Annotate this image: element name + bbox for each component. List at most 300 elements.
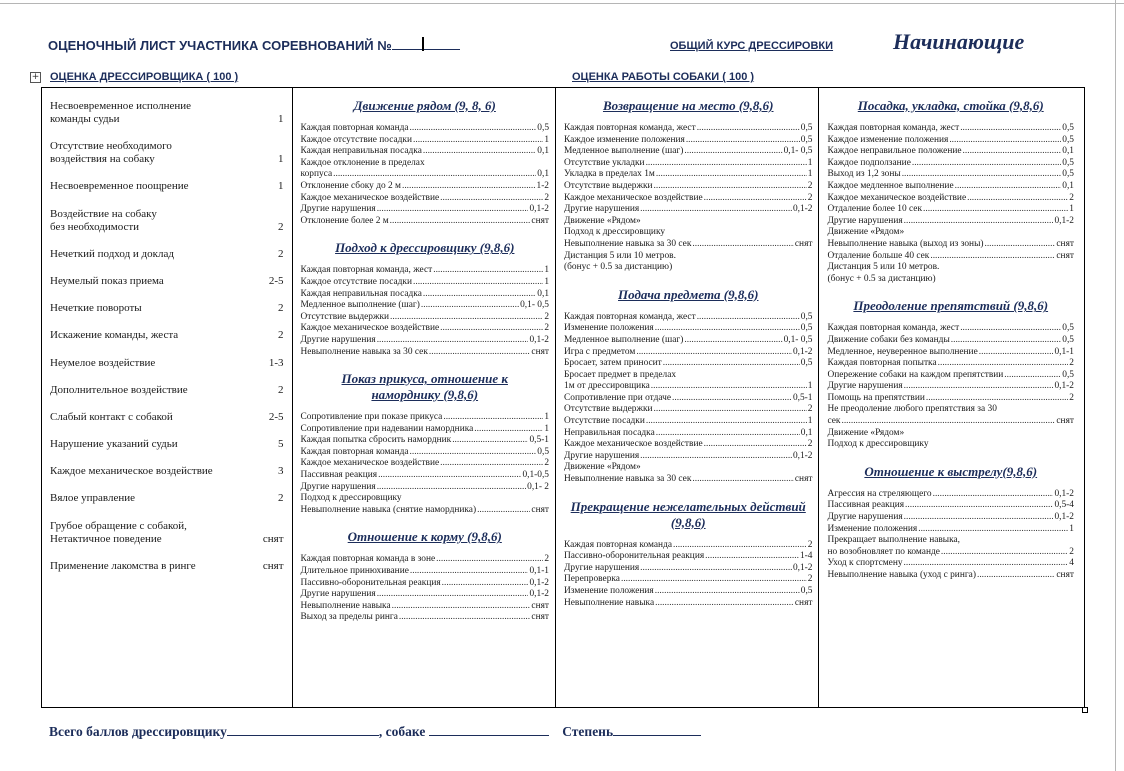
penalty-text: Каждая повторная команда в зоне bbox=[300, 554, 436, 565]
penalty-text: Каждое подползание bbox=[827, 157, 911, 168]
dot-leader bbox=[377, 204, 529, 216]
penalty-text: Помощь на препятствии bbox=[827, 392, 925, 403]
handler-penalty-row bbox=[50, 520, 284, 546]
penalty-line bbox=[564, 439, 812, 451]
exercise-title: Посадка, укладка, стойка (9,8,6) bbox=[857, 98, 1044, 113]
penalty-text: (бонус + 0.5 за дистанцию) bbox=[564, 262, 673, 273]
exercise-section bbox=[564, 98, 812, 274]
exercise-title: Подача предмета (9,8,6) bbox=[618, 286, 759, 302]
penalty-value: 2 bbox=[1069, 392, 1074, 403]
dog-label: , собаке bbox=[378, 724, 426, 739]
dot-leader bbox=[904, 512, 1054, 524]
penalty-line bbox=[827, 216, 1074, 228]
handler-penalty-text: Нечеткий подход и доклад bbox=[50, 247, 174, 260]
dot-leader bbox=[655, 323, 800, 335]
penalty-value: снят bbox=[1056, 238, 1074, 249]
penalty-value: 2 bbox=[544, 458, 549, 469]
penalty-line bbox=[564, 335, 812, 347]
dot-leader bbox=[704, 193, 807, 205]
dot-leader bbox=[646, 416, 807, 428]
handler-penalty-value: 2 bbox=[278, 329, 284, 342]
dot-leader bbox=[963, 146, 1062, 158]
penalty-value: 1 bbox=[544, 276, 549, 287]
penalty-line bbox=[564, 358, 812, 370]
penalty-value: 1 bbox=[544, 423, 549, 434]
handler-penalty-value: 1 bbox=[278, 113, 284, 125]
penalty-text: Каждая неправильная посадка bbox=[300, 288, 422, 299]
penalty-text: Отсутствие посадки bbox=[564, 416, 645, 427]
dot-leader bbox=[654, 181, 807, 193]
dot-leader bbox=[951, 335, 1062, 347]
penalty-line bbox=[301, 470, 549, 482]
handler-penalty-text: Несвоевременное поощрение bbox=[50, 180, 189, 193]
penalty-line bbox=[564, 370, 812, 382]
penalty-text: Бросает предмет в пределах bbox=[564, 369, 677, 380]
dot-leader bbox=[333, 169, 536, 181]
penalty-value: 0,1 bbox=[1062, 180, 1074, 191]
handler-penalty-value: 2 bbox=[278, 247, 284, 260]
penalty-text: Каждое отклонение в пределах bbox=[300, 157, 425, 168]
handler-penalty-text: Нарушение указаний судьи bbox=[50, 438, 178, 451]
penalty-line bbox=[301, 312, 549, 324]
penalty-line bbox=[827, 227, 1074, 239]
penalty-line bbox=[564, 451, 812, 463]
penalty-value: снят bbox=[1056, 570, 1074, 580]
dot-leader bbox=[413, 277, 543, 289]
penalty-value: 0,5-1 bbox=[529, 435, 549, 446]
handler-penalty-value: снят bbox=[262, 559, 284, 572]
penalty-value: снят bbox=[1056, 250, 1074, 261]
penalty-text: Каждое медленное выполнение bbox=[827, 180, 954, 191]
handler-penalty-text: Несвоевременное исполнение команды судьи bbox=[50, 100, 192, 125]
penalty-text: Другие нарушения bbox=[300, 204, 376, 215]
dot-leader bbox=[640, 204, 792, 216]
dot-leader bbox=[960, 323, 1061, 335]
penalty-value: 0,1-2 bbox=[1054, 215, 1074, 226]
penalty-value: снят bbox=[794, 597, 813, 608]
handler-penalty-text: Слабый контакт с собакой bbox=[50, 410, 173, 423]
penalty-text: Перепроверка bbox=[564, 574, 620, 585]
penalty-line bbox=[827, 323, 1074, 335]
penalty-line bbox=[301, 482, 549, 494]
dot-leader bbox=[655, 598, 794, 610]
dot-leader bbox=[692, 239, 794, 251]
exercise-section bbox=[564, 287, 812, 486]
penalty-line bbox=[564, 551, 812, 563]
number-blank[interactable] bbox=[392, 39, 460, 50]
penalty-line bbox=[301, 158, 549, 170]
dot-leader bbox=[933, 489, 1054, 501]
penalty-text: Каждая повторная команда, жест bbox=[564, 123, 696, 133]
penalty-text: Каждое механическое воздействие bbox=[300, 192, 440, 203]
penalty-text: Каждая попытка сбросить намордник bbox=[300, 435, 452, 446]
penalty-line bbox=[827, 146, 1074, 158]
penalty-value: 1 bbox=[807, 381, 813, 392]
handler-penalty-text: Неумелый показ приема bbox=[50, 274, 164, 287]
penalty-line bbox=[827, 335, 1074, 347]
dot-leader bbox=[697, 123, 800, 135]
penalty-text: Каждое неправильное положение bbox=[827, 146, 962, 157]
penalty-value: 2 bbox=[1069, 546, 1074, 557]
penalty-line bbox=[827, 181, 1074, 193]
penalty-line bbox=[301, 323, 549, 335]
penalty-value: 2 bbox=[807, 574, 813, 585]
exercise-title: Преодоление препятствий (9,8,6) bbox=[853, 298, 1049, 314]
penalty-value: 2 bbox=[807, 404, 813, 415]
penalty-line bbox=[827, 570, 1074, 582]
dot-leader bbox=[421, 300, 519, 312]
penalty-line bbox=[564, 393, 812, 405]
penalty-text: Невыполнение навыка (выход из зоны) bbox=[827, 238, 984, 249]
penalty-text: (бонус + 0.5 за дистанцию) bbox=[827, 273, 936, 284]
dot-leader bbox=[440, 193, 543, 205]
penalty-value: 0,1 bbox=[1062, 146, 1074, 157]
penalty-value: 2 bbox=[807, 439, 813, 450]
penalty-value: 0,1 bbox=[537, 169, 549, 180]
penalty-text: Прекращает выполнение навыка, bbox=[827, 535, 961, 546]
penalty-value: 4 bbox=[1069, 558, 1074, 569]
penalty-line bbox=[827, 428, 1074, 440]
exercise-section bbox=[301, 240, 549, 358]
dot-leader bbox=[918, 524, 1068, 536]
dot-leader bbox=[904, 216, 1054, 228]
penalty-line bbox=[564, 474, 812, 486]
dot-leader bbox=[651, 381, 807, 393]
penalty-line bbox=[301, 458, 549, 470]
penalty-text: Невыполнение навыка за 30 сек bbox=[564, 474, 692, 485]
penalty-line bbox=[301, 424, 549, 436]
handler-penalty-text: Воздействие на собаку без необходимости bbox=[50, 207, 157, 233]
penalty-line bbox=[564, 146, 812, 158]
penalty-text: Изменение положения bbox=[564, 323, 654, 334]
dot-leader bbox=[442, 578, 529, 590]
penalty-line bbox=[301, 447, 549, 459]
penalty-line bbox=[827, 416, 1074, 428]
penalty-text: Каждая повторная команда bbox=[564, 539, 672, 550]
penalty-line bbox=[301, 601, 549, 613]
handler-penalty-text: Отсутствие необходимого воздействия на собаку bbox=[50, 140, 172, 166]
exercise-section bbox=[564, 499, 812, 610]
penalty-value: 2 bbox=[807, 180, 813, 191]
penalty-line bbox=[564, 312, 812, 324]
totals-line bbox=[49, 724, 701, 740]
penalty-value: 0,5 bbox=[1062, 134, 1074, 145]
course-name: ОБЩИЙ КУРС ДРЕССИРОВКИ bbox=[670, 40, 834, 52]
penalty-line bbox=[301, 216, 549, 228]
dot-leader bbox=[443, 412, 543, 424]
penalty-value: 0,5 bbox=[800, 586, 813, 596]
penalty-text: Уход к спортсмену bbox=[827, 558, 903, 569]
penalty-line bbox=[564, 347, 812, 359]
penalty-text: Другие нарушения bbox=[300, 334, 376, 345]
dot-leader bbox=[841, 416, 1055, 428]
penalty-text: Отсутствие выдержки bbox=[564, 404, 653, 415]
handler-penalty-row bbox=[50, 357, 284, 370]
penalty-line bbox=[827, 204, 1074, 216]
dot-leader bbox=[672, 393, 792, 405]
penalty-text: Укладка в пределах 1м bbox=[564, 169, 655, 180]
penalty-line bbox=[301, 505, 549, 517]
penalty-line bbox=[564, 227, 812, 239]
handler-penalty-row bbox=[50, 100, 284, 126]
exercise-title: Отношение к выстрелу(9,8,6) bbox=[864, 463, 1038, 479]
penalty-line bbox=[827, 535, 1074, 547]
dot-leader bbox=[452, 435, 528, 447]
penalty-line bbox=[564, 251, 812, 263]
penalty-line bbox=[827, 524, 1074, 536]
penalty-text: Сопротивление при показе прикуса bbox=[300, 412, 443, 423]
penalty-text: Пассивно-оборонительная реакция bbox=[564, 551, 705, 562]
penalty-text: Каждое отсутствие посадки bbox=[300, 134, 412, 145]
penalty-line bbox=[301, 578, 549, 590]
penalty-value: 2 bbox=[544, 311, 549, 322]
handler-penalty-row bbox=[50, 465, 284, 478]
exercise-title: Подход к дрессировщику (9,8,6) bbox=[335, 240, 515, 256]
dot-leader bbox=[905, 500, 1053, 512]
penalty-line bbox=[827, 251, 1074, 263]
dot-leader bbox=[423, 289, 536, 301]
penalty-line bbox=[827, 404, 1074, 416]
penalty-text: Сопротивление при отдаче bbox=[564, 392, 672, 403]
handler-penalty-value: 3 bbox=[278, 465, 284, 478]
penalty-line bbox=[564, 193, 812, 205]
handler-penalty-row bbox=[50, 180, 284, 193]
penalty-line bbox=[827, 381, 1074, 393]
penalty-line bbox=[827, 558, 1074, 570]
penalty-line bbox=[301, 412, 549, 424]
table-move-handle-icon[interactable]: + bbox=[31, 72, 40, 82]
penalty-line bbox=[301, 612, 549, 624]
dot-leader bbox=[923, 204, 1068, 216]
exercise-title: Движение рядом (9, 8, 6) bbox=[353, 98, 496, 113]
penalty-text: Движение «Рядом» bbox=[564, 462, 641, 473]
dot-leader bbox=[410, 566, 529, 578]
dot-leader bbox=[977, 570, 1055, 582]
penalty-value: 2 bbox=[544, 192, 549, 203]
penalty-value: 0,1 bbox=[800, 427, 813, 438]
dot-leader bbox=[402, 181, 536, 193]
penalty-text: Другие нарушения bbox=[827, 512, 903, 523]
penalty-line bbox=[827, 193, 1074, 205]
penalty-text: Изменение положения bbox=[827, 523, 918, 534]
penalty-value: 0,1-2 bbox=[792, 450, 813, 461]
penalty-value: 1 bbox=[544, 134, 549, 145]
handler-penalty-row bbox=[50, 248, 284, 261]
penalty-value: 1 bbox=[544, 412, 549, 423]
penalty-text: Дистанция 5 или 10 метров. bbox=[564, 250, 676, 261]
dot-leader bbox=[410, 447, 537, 459]
penalty-value: снят bbox=[794, 474, 813, 485]
penalty-line bbox=[564, 416, 812, 428]
penalty-value: 0,5 bbox=[800, 134, 813, 145]
dot-leader bbox=[377, 335, 529, 347]
penalty-value: снят bbox=[531, 600, 549, 611]
penalty-value: 0,1-2 bbox=[792, 346, 813, 357]
penalty-text: Невыполнение навыка за 30 сек bbox=[564, 238, 692, 249]
exercise-section bbox=[301, 371, 549, 516]
dot-leader bbox=[656, 428, 800, 440]
penalty-line bbox=[564, 158, 812, 170]
penalty-text: корпуса bbox=[300, 169, 333, 180]
penalty-line bbox=[827, 274, 1074, 286]
penalty-line bbox=[564, 586, 812, 598]
penalty-text: Выход из 1,2 зоны bbox=[827, 169, 901, 180]
penalty-line bbox=[564, 462, 812, 474]
handler-penalty-text: Вялое управление bbox=[50, 492, 135, 505]
dot-leader bbox=[984, 239, 1055, 251]
penalty-line bbox=[301, 181, 549, 193]
exercise-section bbox=[301, 529, 549, 624]
penalty-text: Подход к дрессировщику bbox=[300, 493, 402, 504]
dot-leader bbox=[440, 323, 543, 335]
dot-leader bbox=[477, 505, 530, 517]
penalty-value: 2 bbox=[1069, 192, 1074, 203]
dot-leader bbox=[941, 547, 1068, 559]
penalty-line bbox=[827, 439, 1074, 451]
penalty-line bbox=[827, 123, 1074, 135]
penalty-line bbox=[564, 135, 812, 147]
penalty-line bbox=[827, 158, 1074, 170]
penalty-text: Невыполнение навыка за 30 сек bbox=[300, 346, 428, 357]
penalty-text: Игра с предметом bbox=[564, 346, 636, 357]
penalty-value: 0,1-2 bbox=[529, 334, 549, 345]
penalty-text: Отклонение более 2 м bbox=[300, 215, 389, 226]
penalty-text: но возобновляет по команде bbox=[827, 546, 940, 557]
dot-leader bbox=[926, 393, 1068, 405]
dot-leader bbox=[433, 265, 543, 277]
penalty-value: 0,5-1 bbox=[792, 392, 813, 403]
penalty-line bbox=[301, 193, 549, 205]
dot-leader bbox=[655, 586, 800, 598]
penalty-value: 0,1 bbox=[537, 288, 549, 299]
penalty-text: Другие нарушения bbox=[564, 204, 640, 215]
penalty-value: 0,1-2 bbox=[1054, 512, 1074, 523]
sheet-title: ОЦЕНОЧНЫЙ ЛИСТ УЧАСТНИКА СОРЕВНОВАНИЙ № bbox=[48, 38, 460, 53]
handler-penalty-value: 1-3 bbox=[268, 356, 284, 369]
penalty-text: сек bbox=[827, 416, 841, 427]
penalty-line bbox=[827, 239, 1074, 251]
penalty-text: Движение «Рядом» bbox=[827, 227, 905, 238]
penalty-value: снят bbox=[531, 504, 549, 515]
dot-leader bbox=[640, 563, 792, 575]
penalty-value: 0,5 bbox=[1062, 334, 1074, 345]
penalty-text: Медленное выполнение (шаг) bbox=[564, 146, 684, 157]
penalty-value: 0,1-2 bbox=[1054, 488, 1074, 499]
penalty-line bbox=[564, 404, 812, 416]
handler-total-blank[interactable] bbox=[227, 724, 379, 736]
dog-total-blank[interactable] bbox=[429, 724, 549, 736]
penalty-value: 0,5 bbox=[1062, 369, 1074, 380]
penalty-value: 0,5 bbox=[537, 123, 549, 133]
dot-leader bbox=[423, 146, 536, 158]
dot-leader bbox=[684, 335, 782, 347]
handler-penalty-value: 2 bbox=[278, 383, 284, 396]
penalty-value: 1-2 bbox=[536, 180, 549, 191]
handler-penalty-value: 2 bbox=[278, 492, 284, 505]
penalty-line bbox=[301, 123, 549, 135]
penalty-text: Другие нарушения bbox=[564, 450, 640, 461]
dot-leader bbox=[705, 551, 799, 563]
penalty-text: Пассивная реакция bbox=[300, 470, 378, 481]
dot-leader bbox=[410, 123, 537, 135]
dot-leader bbox=[429, 347, 531, 359]
penalty-text: Каждое механическое воздействие bbox=[300, 458, 440, 469]
penalty-value: 0,5 bbox=[800, 323, 813, 334]
penalty-text: Неправильная посадка bbox=[564, 427, 655, 438]
penalty-value: 0,5 bbox=[800, 358, 813, 369]
dot-leader bbox=[686, 135, 800, 147]
penalty-text: Каждая повторная команда, жест bbox=[827, 323, 960, 334]
penalty-line bbox=[301, 135, 549, 147]
penalty-text: Пассивная реакция bbox=[827, 500, 905, 511]
penalty-value: 0,5 bbox=[800, 311, 813, 322]
handler-section-header: ОЦЕНКА ДРЕССИРОВЩИКА ( 100 ) bbox=[50, 71, 239, 83]
penalty-value: 0,1-2 bbox=[529, 204, 549, 215]
penalty-text: Невыполнение навыка bbox=[300, 600, 391, 611]
penalty-line bbox=[564, 181, 812, 193]
penalty-text: Изменение положения bbox=[564, 586, 654, 596]
dot-leader bbox=[930, 251, 1055, 263]
penalty-text: Каждое изменение положения bbox=[564, 134, 685, 145]
dot-leader bbox=[436, 554, 543, 566]
penalty-text: Каждое механическое воздействие bbox=[564, 439, 703, 450]
penalty-line bbox=[301, 300, 549, 312]
penalty-value: 1 bbox=[807, 169, 813, 180]
handler-penalty-value: снят bbox=[262, 532, 284, 545]
penalty-text: Каждое изменение положения bbox=[827, 134, 949, 145]
exercise-section bbox=[827, 298, 1074, 451]
penalty-text: Невыполнение навыка (уход с ринга) bbox=[827, 570, 976, 580]
penalty-text: Отдаление более 10 сек bbox=[827, 204, 923, 215]
dot-leader bbox=[654, 404, 807, 416]
penalty-value: снят bbox=[531, 346, 549, 357]
penalty-value: 0,1-2 bbox=[1054, 381, 1074, 392]
penalty-value: 2 bbox=[544, 323, 549, 334]
penalty-text: Каждое отсутствие посадки bbox=[300, 276, 412, 287]
penalty-line bbox=[827, 489, 1074, 501]
penalty-line bbox=[301, 289, 549, 301]
penalty-value: 0,5 bbox=[1062, 169, 1074, 180]
page-top-edge bbox=[0, 3, 1124, 4]
handler-penalty-text: Применение лакомства в ринге bbox=[50, 559, 196, 572]
scoring-table bbox=[41, 87, 1085, 708]
handler-penalty-text: Каждое механическое воздействие bbox=[50, 465, 213, 478]
handler-penalty-value: 1 bbox=[278, 153, 284, 166]
penalty-value: 2 bbox=[807, 192, 813, 203]
exercise-section bbox=[827, 98, 1074, 285]
penalty-text: Каждое механическое воздействие bbox=[564, 192, 703, 203]
penalty-value: 0,1- 2 bbox=[527, 481, 549, 492]
penalty-value: 2 bbox=[807, 539, 813, 550]
penalty-text: Отсутствие выдержки bbox=[564, 180, 653, 191]
handler-penalty-row bbox=[50, 384, 284, 397]
degree-blank[interactable] bbox=[613, 724, 701, 736]
penalty-line bbox=[301, 204, 549, 216]
penalty-text: Движение «Рядом» bbox=[564, 215, 641, 226]
penalty-value: 0,1- 0,5 bbox=[783, 334, 813, 345]
penalty-text: Каждая повторная команда bbox=[300, 446, 409, 457]
penalty-value: 0,1-2 bbox=[792, 562, 813, 573]
dot-leader bbox=[697, 312, 800, 324]
handler-penalty-text: Нечеткие повороты bbox=[50, 302, 142, 315]
penalty-line bbox=[564, 540, 812, 552]
dot-leader bbox=[377, 482, 526, 494]
penalty-line bbox=[827, 512, 1074, 524]
penalty-value: 0,5 bbox=[800, 123, 813, 133]
dot-leader bbox=[640, 451, 792, 463]
handler-penalty-value: 2 bbox=[278, 220, 284, 233]
table-resize-handle[interactable] bbox=[1082, 707, 1088, 713]
